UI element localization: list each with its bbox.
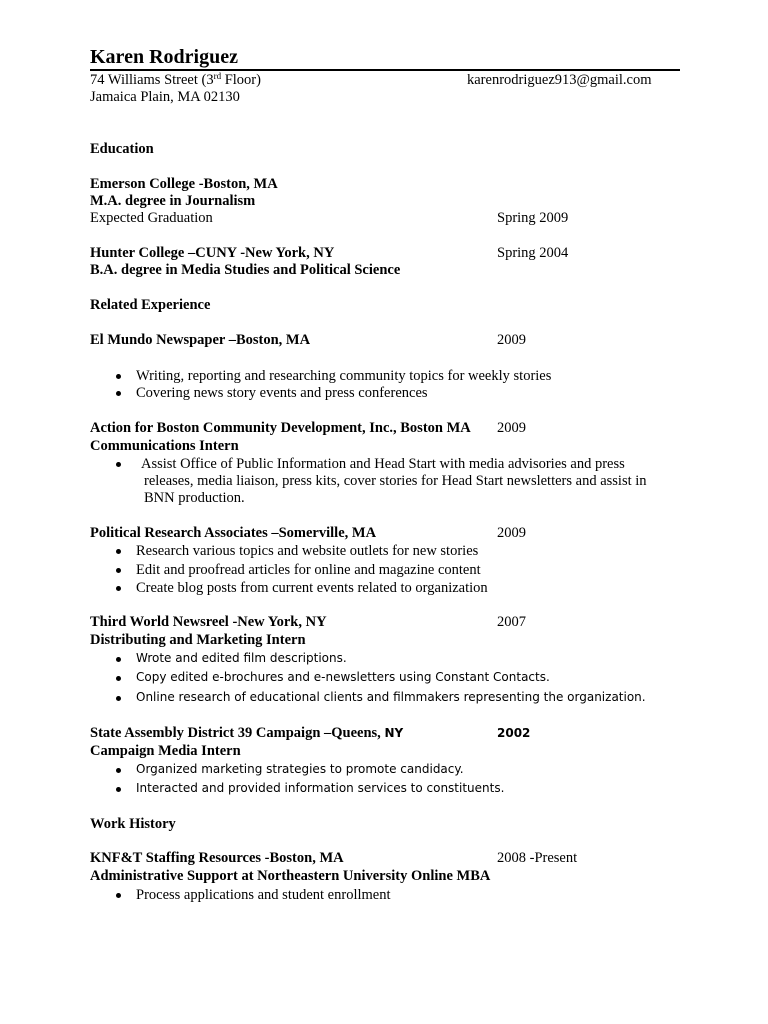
address-floor: Floor)	[221, 72, 261, 88]
bullet-icon	[116, 568, 121, 573]
education-heading: Education	[90, 141, 154, 157]
sad-year: 2002	[497, 726, 531, 740]
hunter-date: Spring 2004	[497, 245, 569, 261]
knft-bullet-1: Process applications and student enrollment	[136, 887, 391, 903]
bullet-icon	[116, 768, 121, 773]
pra-bullet-3: Create blog posts from current events related to organization	[136, 580, 488, 596]
bullet-icon	[116, 391, 121, 396]
knft-years: 2008 -Present	[497, 850, 578, 866]
twn-role: Distributing and Marketing Intern	[90, 632, 306, 648]
emerson-degree: M.A. degree in Journalism	[90, 193, 256, 209]
pra-bullet-2: Edit and proofread articles for online and magazine content	[136, 562, 481, 578]
bullet-icon	[116, 374, 121, 379]
bullet-icon	[116, 657, 121, 662]
city-line: Jamaica Plain, MA 02130	[90, 89, 240, 105]
header-rule	[90, 69, 680, 71]
twn-bullet-2: Copy edited e-brochures and e-newsletters using Constant Contacts.	[136, 670, 550, 684]
sad-bullet-1: Organized marketing strategies to promote candidacy.	[136, 762, 464, 776]
pra-year: 2009	[497, 525, 526, 541]
emerson-date: Spring 2009	[497, 210, 569, 226]
elmundo-bullet-1: Writing, reporting and researching community topics for weekly stories	[136, 368, 552, 384]
hunter-school: Hunter College –CUNY -New York, NY	[90, 245, 335, 261]
address-floor-suffix: rd	[213, 71, 222, 81]
emerson-school: Emerson College -Boston, MA	[90, 176, 278, 192]
bullet-icon	[116, 676, 121, 681]
bullet-icon	[116, 549, 121, 554]
bullet-icon	[116, 787, 121, 792]
bullet-icon	[116, 462, 121, 467]
address-street: 74 Williams Street (3	[90, 72, 214, 88]
twn-title: Third World Newsreel -New York, NY	[90, 614, 327, 630]
abcd-year: 2009	[497, 420, 526, 436]
sad-title	[90, 726, 403, 741]
abcd-title: Action for Boston Community Development, Inc., Boston MA	[90, 420, 471, 436]
sad-title-main: State Assembly District 39 Campaign –Queens,	[90, 725, 385, 741]
twn-year: 2007	[497, 614, 526, 630]
twn-bullet-1: Wrote and edited film descriptions.	[136, 651, 347, 665]
address-line	[90, 73, 261, 88]
email-address: karenrodriguez913@gmail.com	[467, 72, 652, 88]
emerson-expected: Expected Graduation	[90, 210, 213, 226]
sad-bullet-2: Interacted and provided information services to constituents.	[136, 781, 505, 795]
elmundo-year: 2009	[497, 332, 526, 348]
pra-bullet-1: Research various topics and website outlets for new stories	[136, 543, 479, 559]
hunter-degree: B.A. degree in Media Studies and Political Science	[90, 262, 401, 278]
knft-title: KNF&T Staffing Resources -Boston, MA	[90, 850, 344, 866]
work-heading: Work History	[90, 816, 176, 832]
sad-role: Campaign Media Intern	[90, 743, 241, 759]
abcd-role: Communications Intern	[90, 438, 239, 454]
abcd-bullet-line-3: BNN production.	[144, 490, 245, 506]
sad-title-state: NY	[384, 726, 404, 740]
bullet-icon	[116, 696, 121, 701]
elmundo-bullet-2: Covering news story events and press conferences	[136, 385, 428, 401]
twn-bullet-3: Online research of educational clients and filmmakers representing the organization.	[136, 690, 646, 704]
knft-role: Administrative Support at Northeastern University Online MBA	[90, 868, 491, 884]
bullet-icon	[116, 893, 121, 898]
abcd-bullet-line-1: Assist Office of Public Information and Head Start with media advisories and press	[141, 456, 625, 472]
elmundo-title: El Mundo Newspaper –Boston, MA	[90, 332, 311, 348]
pra-title: Political Research Associates –Somerville, MA	[90, 525, 377, 541]
candidate-name: Karen Rodriguez	[90, 46, 238, 68]
bullet-icon	[116, 586, 121, 591]
abcd-bullet-line-2: releases, media liaison, press kits, cover stories for Head Start newsletters and assist in	[144, 473, 647, 489]
experience-heading: Related Experience	[90, 297, 211, 313]
